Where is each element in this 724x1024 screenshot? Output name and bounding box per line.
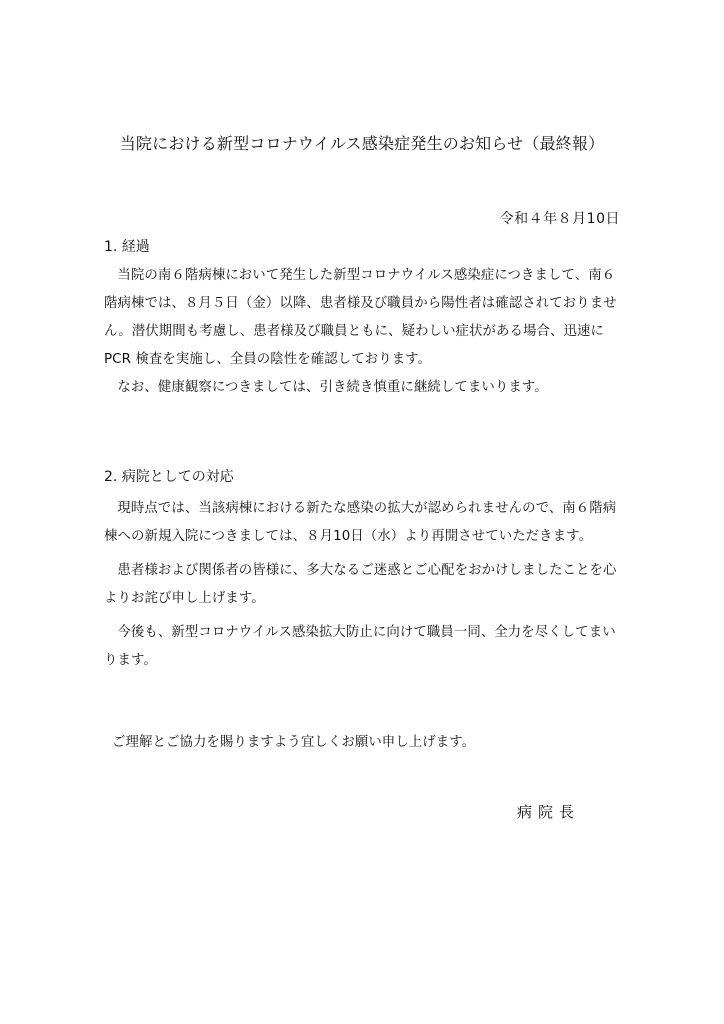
signature: 病院長 [516,803,580,821]
document-date: 令和４年８月10日 [499,211,620,227]
section-1-body [104,262,624,402]
section-2-paragraph-2: 患者様および関係者の皆様に、多大なるご迷惑とご心配をおかけしましたことを心よりお詫び申し上げます。 [104,563,617,606]
closing-remark: ご理解とご協力を賜りますよう宜しくお願い申し上げます。 [112,735,476,750]
section-2-heading: 2. 病院としての対応 [104,469,234,485]
section-1-paragraph-2: なお、健康観察につきましては、引き続き慎重に継続してまいります。 [117,380,548,395]
section-1-paragraph-1: 当院の南６階病棟において発生した新型コロナウイルス感染症につきまして、南６階病棟では、８月５日（金）以降、患者様及び職員から陽性者は確認されておりません。潜伏期間も考慮し、患者様及び職員ともに、疑わしい症状がある場合、迅速に PCR 検査を実施し、全員の陰性を確認しております。 [104,268,617,367]
section-2-body [104,495,624,675]
document-title: 当院における新型コロナウイルス感染症発生のお知らせ（最終報） [119,134,605,153]
section-1-heading: 1. 経過 [104,239,150,255]
section-2-paragraph-1: 現時点では、当該病棟における新たな感染の拡大が認められませんので、南６階病棟への新規入院につきましては、８月10日（水）より再開させていただきます。 [104,501,617,544]
section-2-paragraph-3: 今後も、新型コロナウイルス感染拡大防止に向けて職員一同、全力を尽くしてまいります。 [104,625,616,668]
